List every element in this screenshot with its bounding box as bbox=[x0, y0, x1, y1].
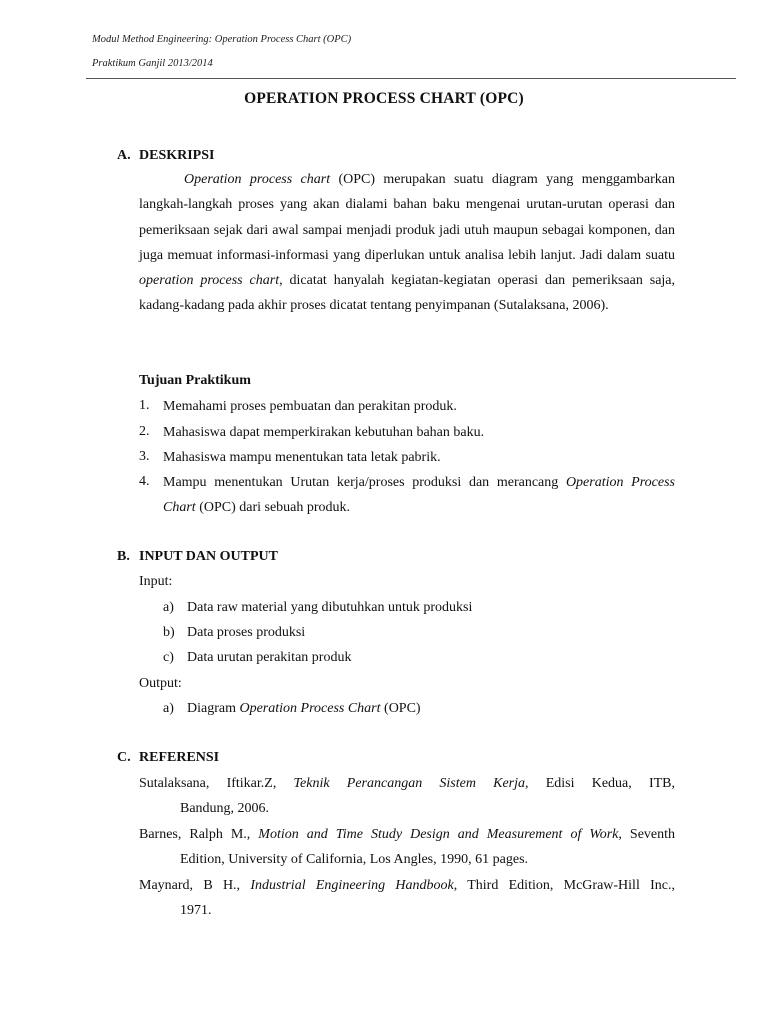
output-item-number: a) bbox=[163, 701, 174, 716]
input-item-number: a) bbox=[163, 600, 174, 615]
section-a-title: DESKRIPSI bbox=[139, 148, 215, 163]
reference-detail: , Seventh bbox=[618, 827, 676, 842]
reference-title: Industrial Engineering Handbook bbox=[250, 878, 454, 893]
output-item-italic: Operation Process Chart bbox=[239, 701, 381, 716]
header-divider bbox=[86, 78, 736, 79]
reference-author: Barnes, Ralph M., bbox=[139, 827, 259, 842]
section-b-letter: B. bbox=[117, 549, 130, 564]
input-item: Data urutan perakitan produk bbox=[187, 650, 352, 665]
running-header-title: Modul Method Engineering: Operation Process Chart (OPC) bbox=[92, 34, 352, 45]
reference-detail: , Edisi Kedua, ITB, bbox=[525, 776, 675, 791]
section-c-heading bbox=[117, 750, 219, 766]
page-title: OPERATION PROCESS CHART (OPC) bbox=[244, 90, 524, 107]
list-item-number: 1. bbox=[139, 398, 150, 413]
tujuan-heading: Tujuan Praktikum bbox=[139, 373, 251, 388]
running-header-term: Praktikum Ganjil 2013/2014 bbox=[92, 58, 213, 69]
reference-continuation: Bandung, 2006. bbox=[180, 801, 270, 817]
section-b-title: INPUT DAN OUTPUT bbox=[139, 549, 278, 564]
description-italic-1: Operation process chart bbox=[184, 172, 331, 187]
section-b-heading bbox=[117, 549, 278, 565]
reference-detail: , Third Edition, McGraw-Hill Inc., bbox=[453, 878, 675, 893]
section-c-letter: C. bbox=[117, 750, 131, 765]
reference-title: Motion and Time Study Design and Measurement of Work bbox=[258, 827, 619, 842]
description-text-1: (OPC) merupakan suatu diagram yang menggambarkan langkah-langkah proses yang akan dialami bahan baku mengenai urutan-urutan operasi dan pemeriksaan sejak dari awal sampai menjadi produk jadi utuh maupun sebagai komponen, dan juga memuat informasi-informasi yang diperlukan untuk analisa lebih lanjut. Jadi dalam suatu bbox=[139, 172, 676, 263]
output-label: Output: bbox=[139, 676, 182, 691]
list-item bbox=[163, 470, 675, 521]
list-item-text: Mampu menentukan Urutan kerja/proses produksi dan merancang bbox=[163, 475, 566, 490]
input-item: Data proses produksi bbox=[187, 625, 306, 640]
description-italic-2: operation process chart bbox=[139, 273, 280, 289]
section-a-heading bbox=[117, 148, 214, 164]
reference-entry bbox=[139, 873, 675, 924]
list-item-number: 4. bbox=[139, 474, 150, 489]
reference-entry bbox=[139, 822, 675, 873]
reference-continuation: Edition, University of California, Los Angles, 1990, 61 pages. bbox=[180, 852, 529, 868]
input-item: Data raw material yang dibutuhkan untuk produksi bbox=[187, 600, 473, 615]
reference-title: Teknik Perancangan Sistem Kerja bbox=[293, 776, 526, 791]
reference-entry bbox=[139, 771, 675, 822]
input-item-number: c) bbox=[163, 650, 174, 665]
list-item: Memahami proses pembuatan dan perakitan produk. bbox=[163, 399, 457, 414]
reference-continuation: 1971. bbox=[180, 903, 212, 919]
list-item-text: (OPC) dari sebuah produk. bbox=[195, 500, 351, 516]
reference-author: Maynard, B H., bbox=[139, 878, 251, 893]
list-item-italic: Operation Process Chart bbox=[163, 475, 675, 516]
description-paragraph bbox=[139, 167, 675, 319]
output-item-text: (OPC) bbox=[380, 701, 421, 716]
input-label: Input: bbox=[139, 574, 173, 589]
output-item-text: Diagram bbox=[187, 701, 240, 716]
section-a-letter: A. bbox=[117, 148, 131, 163]
list-item-number: 3. bbox=[139, 449, 150, 464]
list-item-number: 2. bbox=[139, 424, 150, 439]
description-text-2: , dicatat hanyalah kegiatan-kegiatan operasi dan pemeriksaan saja, kadang-kadang pada akhir proses dicatat tentang penyimpanan (Sutalaksana, 2006). bbox=[139, 273, 676, 314]
section-c-title: REFERENSI bbox=[139, 750, 220, 765]
output-item bbox=[187, 701, 421, 717]
list-item: Mahasiswa dapat memperkirakan kebutuhan bahan baku. bbox=[163, 425, 485, 440]
reference-author: Sutalaksana, Iftikar.Z, bbox=[139, 776, 294, 791]
list-item: Mahasiswa mampu menentukan tata letak pabrik. bbox=[163, 450, 441, 465]
input-item-number: b) bbox=[163, 625, 175, 640]
